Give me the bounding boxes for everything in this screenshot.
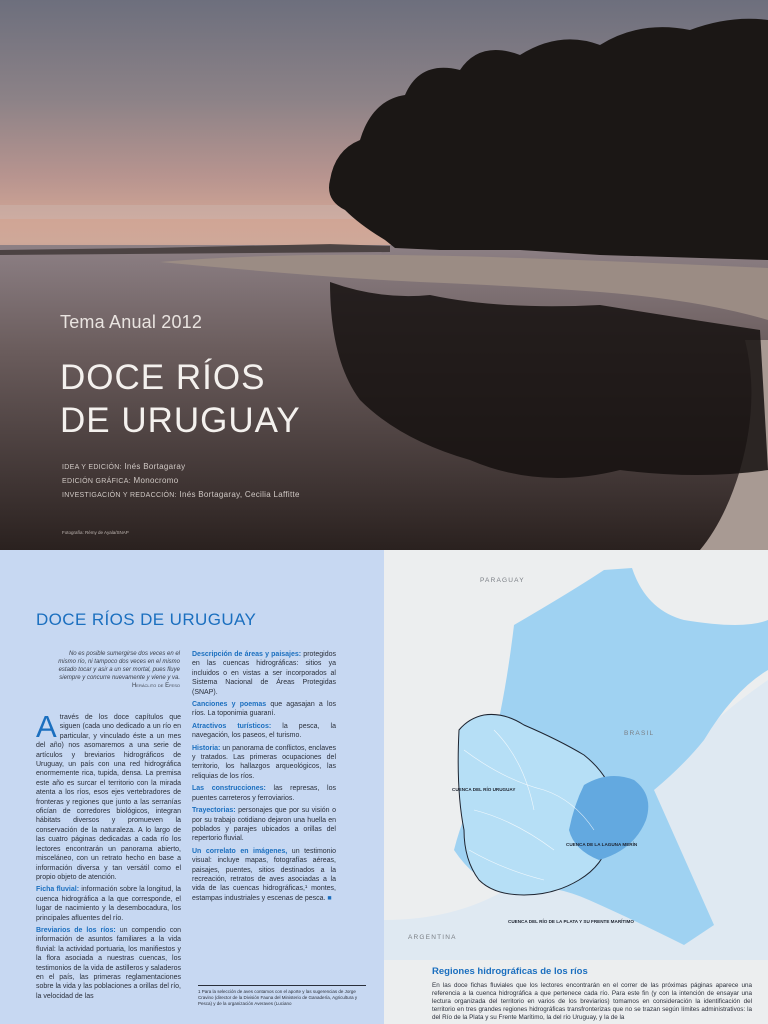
epigraph-text: No es posible sumergirse dos veces en el mismo río, ni tampoco dos veces en el mismo estado tocar y asir a un ser mortal, pues fluye siempre y concurre nuevamente y viene y va. xyxy=(58,651,180,681)
section-text: que agasajan a los ríos. La toponimia guaraní. xyxy=(192,701,336,718)
section-label: Trayectorias: xyxy=(192,807,236,815)
column-1 xyxy=(36,709,181,1004)
section-label: Descripción de áreas y paisajes: xyxy=(192,651,302,658)
map-page xyxy=(384,550,768,1024)
footnote: 1 Para la selección de aves contamos con el aporte y las sugerencias de Jorge Cravino (director de la División Fauna del Ministerio de Ganadería, Agricultura y Pesca) y de la organización Averaves (Luciano xyxy=(198,985,366,1007)
column-2 xyxy=(192,650,336,906)
breviarios-text: un compendio con información de asuntos familiares a la vida fluvial: la actividad portuaria, los manifiestos y la flora asociada a nuestras cuencas, los testimonios de la vida de astilleros y saladeros en el país, las primeras reglamentaciones sobre la vida y las poblaciones a orillas del río, la velocidad de las xyxy=(36,926,181,1000)
tag-plata: CUENCA DEL RÍO DE LA PLATA Y SU FRENTE MARÍTIMO xyxy=(508,919,634,924)
label-paraguay: PARAGUAY xyxy=(480,577,525,584)
epigraph-author: Heráclito de Efeso xyxy=(131,683,180,689)
section-text: la pesca, la navegación, los paseos, el turismo. xyxy=(192,722,336,740)
title-line-1: DOCE RÍOS xyxy=(60,358,266,397)
ficha-text: información sobre la longitud, la cuenca hidrográfica a la que corresponde, el lugar de nacimiento y la desembocadura, los principales afluentes del río. xyxy=(36,886,181,922)
section-label: Canciones y poemas xyxy=(192,701,267,709)
breviarios-label: Breviarios de los ríos: xyxy=(36,926,116,934)
section-text: personajes que por su visión o por su trabajo cotidiano dejaron una huella en poblados y parajes ubicados a orillas del repertorio fluvial. xyxy=(192,807,336,843)
photo-credit: Fotografía: Rémy de Ayala/SNAP xyxy=(62,530,129,535)
map-text: En las doce fichas fluviales que los lectores encontrarán en el correr de las próximas páginas aparece una referencia a la cuenca hidrográfica a que pertenece cada río. Para este fin (y con la intención de ensayar una lectura organizada del territorio en varios de los breviarios) tomamos en consideración la identificación del territorio en tres grandes regiones hidrográficas transfronterizas que no se trazan según límites administrativos: la del Río de la Plata y su Frente Marítimo, la del río Uruguay, y la de la xyxy=(432,982,752,1021)
credit-idea: IDEA Y EDICIÓN: Inés Bortagaray xyxy=(62,462,186,471)
title-line-2: DE URUGUAY xyxy=(60,401,301,440)
label-argentina: ARGENTINA xyxy=(408,934,457,941)
section-label: Atractivos turísticos: xyxy=(192,722,272,730)
section-text: un panorama de conflictos, enclaves y tratados. Las primeras ocupaciones del territorio, los hallazgos arqueológicos, las reliquias de los ríos. xyxy=(192,744,336,780)
end-mark: ■ xyxy=(327,894,332,902)
epigraph xyxy=(52,650,180,690)
dropcap: A xyxy=(36,709,57,744)
section-label: Historia: xyxy=(192,744,221,752)
ficha-label: Ficha fluvial: xyxy=(36,886,80,894)
credit-graphic: EDICIÓN GRÁFICA: Monocromo xyxy=(62,476,179,485)
tag-uruguay: CUENCA DEL RÍO URUGUAY xyxy=(452,787,516,792)
article-page xyxy=(0,550,384,1024)
hydrographic-map xyxy=(384,550,768,960)
label-brasil: BRASIL xyxy=(624,730,655,737)
article-title: DOCE RÍOS DE URUGUAY xyxy=(36,610,257,629)
tag-laguna: CUENCA DE LA LAGUNA MERÍN xyxy=(566,842,638,847)
section-label: Las construcciones: xyxy=(192,785,266,793)
section-text: un testimonio visual: incluye mapas, fotografías aéreas, paisajes, puentes, sitios destinados a la recreación, retratos de aves asociadas a la vida de las cuencas hidrográficas,¹ montes, estampas industriales y escenas de pesca. xyxy=(192,847,337,902)
intro-text: través de los doce capítulos que siguen (cada uno dedicado a un río en particular, y vinculado éste a un mes del año) nos asomaremos a una serie de artículos y breviarios hidrográficos de Uruguay, un país con una red hidrográfica enormemente rica, tupida, densa. La premisa este año es surcar el territorio con la mirada atenta a los ríos, esos ejes vertebradores de fronteras y regiones que junto a las serranías oficían de corredores biológicos, integran hábitats diversos y promueven la conservación de la naturaleza. A lo largo de las cuatro páginas dedicadas a cada río los lectores encontrarán un panorama abierto, misceláneo, con un retrato hecho en base a información diversa y tan versátil como el propio objeto de atención. xyxy=(36,714,181,881)
section-text: las represas, los puentes carreteros y ferroviarios. xyxy=(192,785,336,802)
section-text: protegidos en las cuencas hidrográficas: sitios ya incluidos o en vistas a ser incorporados al Sistema Nacional de Áreas Protegidas (SNAP). xyxy=(192,651,336,696)
credit-research: INVESTIGACIÓN Y REDACCIÓN: Inés Bortagaray, Cecilia Laffitte xyxy=(62,490,300,499)
section-label: Un correlato en imágenes, xyxy=(192,847,288,855)
annual-theme: Tema Anual 2012 xyxy=(60,312,203,332)
map-caption: Regiones hidrográficas de los ríos xyxy=(432,966,588,977)
